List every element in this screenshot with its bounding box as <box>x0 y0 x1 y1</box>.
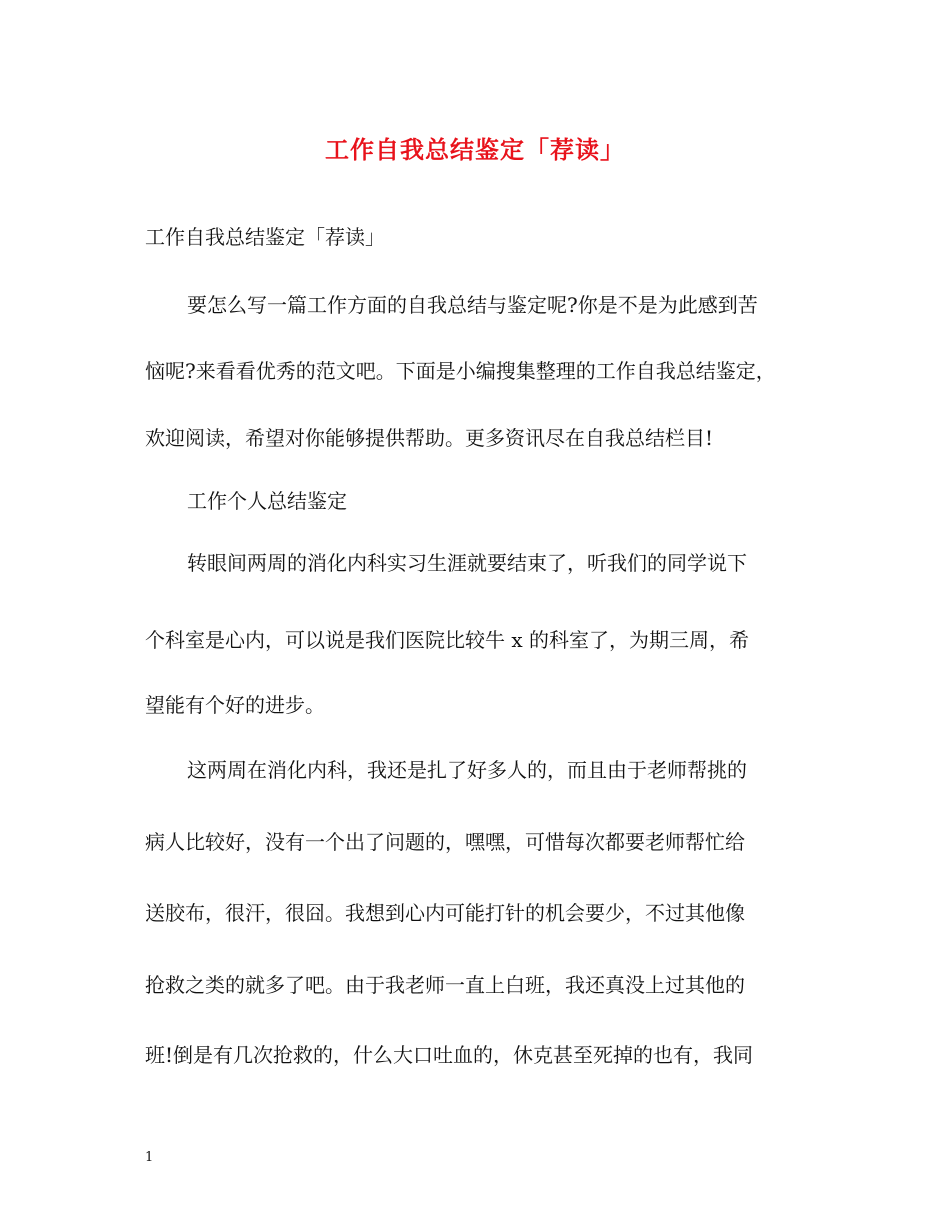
paragraph-line: 送胶布，很汗，很囧。我想到心内可能打针的机会要少，不过其他像 <box>145 901 745 925</box>
paragraph-line: 抢救之类的就多了吧。由于我老师一直上白班，我还真没上过其他的 <box>145 973 745 997</box>
paragraph-line: 要怎么写一篇工作方面的自我总结与鉴定呢?你是不是为此感到苦 <box>187 293 758 317</box>
paragraph-line: 望能有个好的进步。 <box>145 693 325 717</box>
document-title: 工作自我总结鉴定「荐读」 <box>325 135 625 164</box>
paragraph-line: 欢迎阅读，希望对你能够提供帮助。更多资讯尽在自我总结栏目! <box>145 426 714 450</box>
section-heading: 工作个人总结鉴定 <box>187 489 347 513</box>
paragraph-line: 这两周在消化内科，我还是扎了好多人的，而且由于老师帮挑的 <box>187 758 747 782</box>
paragraph-line: 转眼间两周的消化内科实习生涯就要结束了，听我们的同学说下 <box>187 551 747 575</box>
paragraph-line: 班!倒是有几次抢救的，什么大口吐血的，休克甚至死掉的也有，我同 <box>145 1043 754 1067</box>
paragraph-line: 个科室是心内，可以说是我们医院比较牛 x 的科室了，为期三周，希 <box>145 628 749 652</box>
paragraph-line: 恼呢?来看看优秀的范文吧。下面是小编搜集整理的工作自我总结鉴定， <box>145 359 776 383</box>
page-number: 1 <box>145 1150 154 1165</box>
paragraph-line: 病人比较好，没有一个出了问题的，嘿嘿，可惜每次都要老师帮忙给 <box>145 830 745 854</box>
subtitle-line: 工作自我总结鉴定「荐读」 <box>145 225 385 249</box>
